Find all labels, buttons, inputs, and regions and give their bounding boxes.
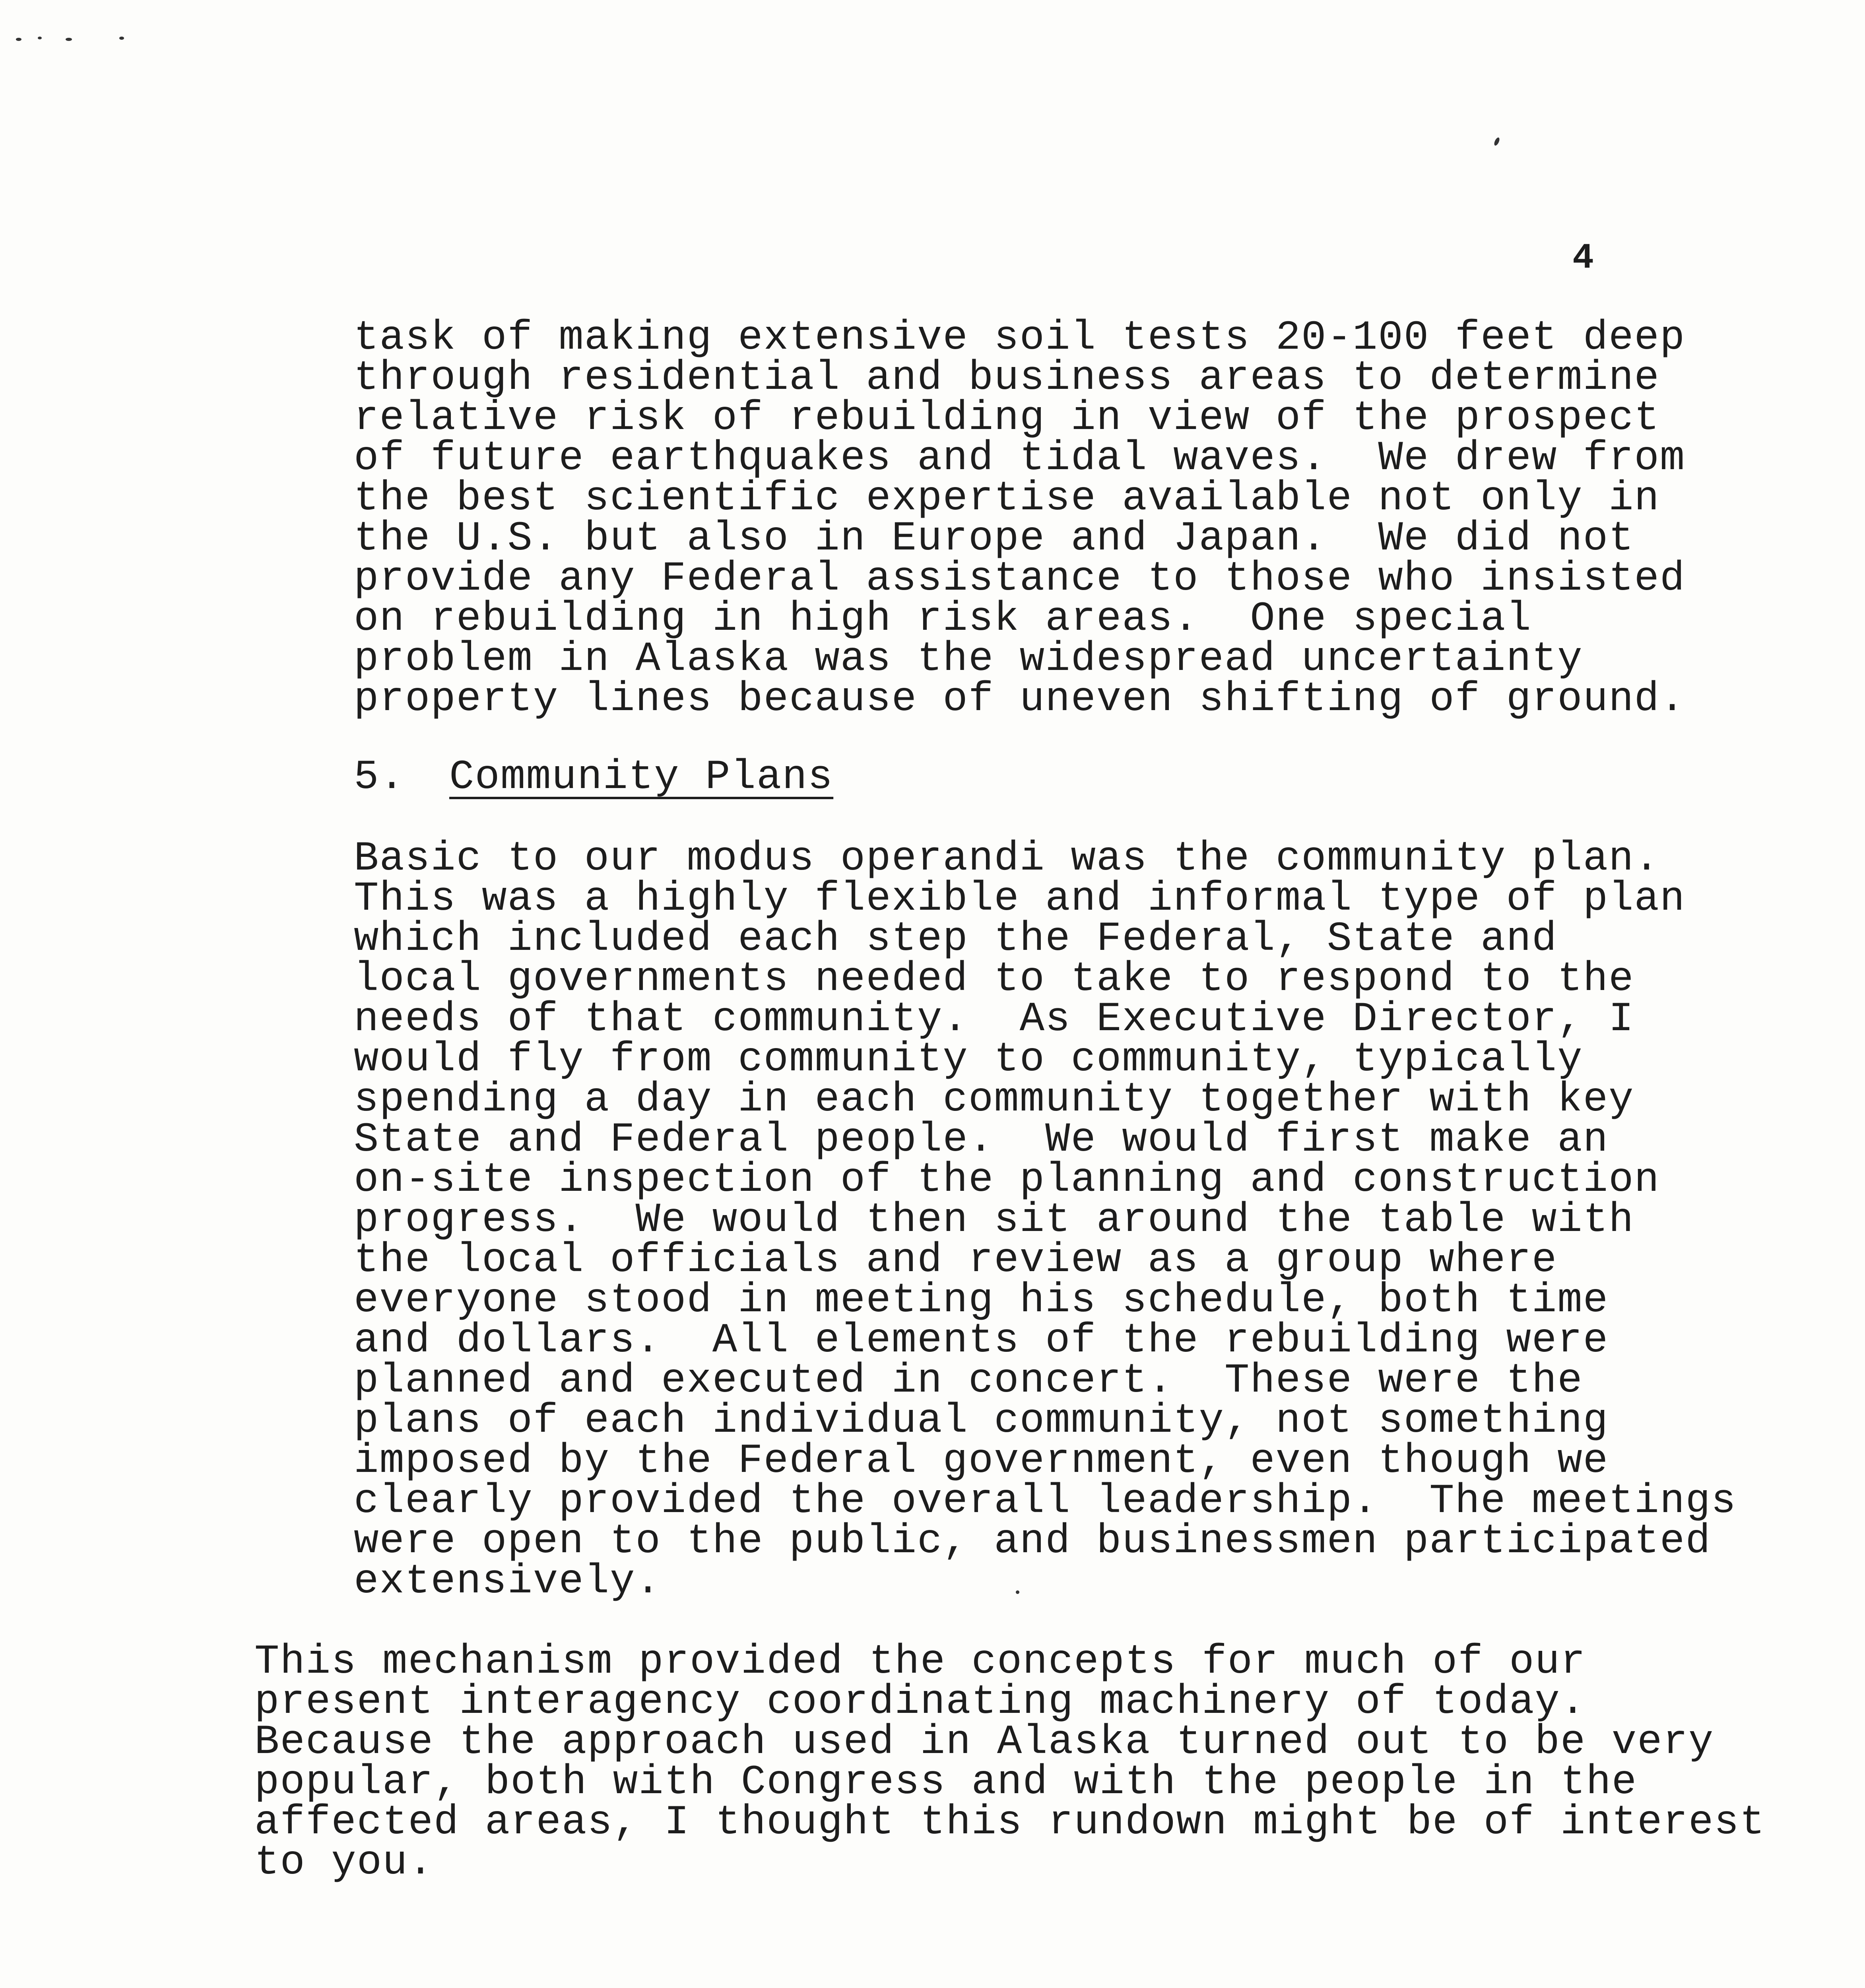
text-line: would fly from community to community, typically <box>354 1036 1583 1083</box>
text-line: This mechanism provided the concepts for much of our <box>254 1639 1586 1685</box>
text-line: everyone stood in meeting his schedule, both time <box>354 1277 1609 1324</box>
text-line: the U.S. but also in Europe and Japan. We did not <box>354 515 1634 562</box>
text-line: were open to the public, and businessmen participated <box>354 1518 1711 1565</box>
scan-speck <box>66 38 72 41</box>
text-line: extensively. <box>354 1558 661 1605</box>
text-line: popular, both with Congress and with the people in the <box>254 1759 1638 1806</box>
text-line: on rebuilding in high risk areas. One special <box>354 596 1532 643</box>
text-line: which included each step the Federal, State and <box>354 916 1558 963</box>
text-line: plans of each individual community, not something <box>354 1398 1609 1444</box>
scan-speck <box>1493 137 1500 146</box>
text-line: the local officials and review as a group where <box>354 1237 1558 1284</box>
scan-speck <box>16 38 21 41</box>
text-line: problem in Alaska was the widespread uncertainty <box>354 636 1583 683</box>
section-title: Community Plans <box>449 754 834 801</box>
text-line: Basic to our modus operandi was the community plan. <box>354 835 1660 882</box>
text-line: progress. We would then sit around the table with <box>354 1197 1634 1244</box>
text-line: through residential and business areas to determine <box>354 355 1660 402</box>
text-line: State and Federal people. We would first make an <box>354 1116 1609 1163</box>
text-line: to you. <box>254 1839 434 1886</box>
paragraph-closing <box>254 1639 1766 1963</box>
text-line: needs of that community. As Executive Director, I <box>354 996 1634 1043</box>
text-line: planned and executed in concert. These were the <box>354 1357 1583 1404</box>
text-line: affected areas, I thought this rundown might be of interest <box>254 1799 1766 1846</box>
text-line: task of making extensive soil tests 20-100 feet deep <box>354 315 1686 361</box>
text-line: of future earthquakes and tidal waves. We drew from <box>354 435 1686 482</box>
text-line: on-site inspection of the planning and construction <box>354 1157 1660 1204</box>
text-line: Because the approach used in Alaska turned out to be very <box>254 1719 1714 1766</box>
text-line: provide any Federal assistance to those who insisted <box>354 555 1686 602</box>
text-line: relative risk of rebuilding in view of the prospect <box>354 395 1660 442</box>
text-line: local governments needed to take to respond to the <box>354 956 1634 1003</box>
text-line: present interagency coordinating machinery of today. <box>254 1679 1586 1726</box>
scan-speck <box>38 37 42 39</box>
section-number: 5. <box>354 754 405 801</box>
text-line: the best scientific expertise available not only in <box>354 475 1660 522</box>
scan-speck <box>119 37 124 40</box>
page-number: 4 <box>1572 238 1595 279</box>
text-line: property lines because of uneven shifting of ground. <box>354 676 1686 723</box>
text-line: and dollars. All elements of the rebuilding were <box>354 1317 1609 1364</box>
text-line: spending a day in each community together with key <box>354 1076 1634 1123</box>
scan-speck <box>1016 1590 1019 1594</box>
text-line: This was a highly flexible and informal type of plan <box>354 876 1686 922</box>
text-line: clearly provided the overall leadership. The meetings <box>354 1478 1737 1525</box>
text-line: imposed by the Federal government, even though we <box>354 1438 1609 1485</box>
